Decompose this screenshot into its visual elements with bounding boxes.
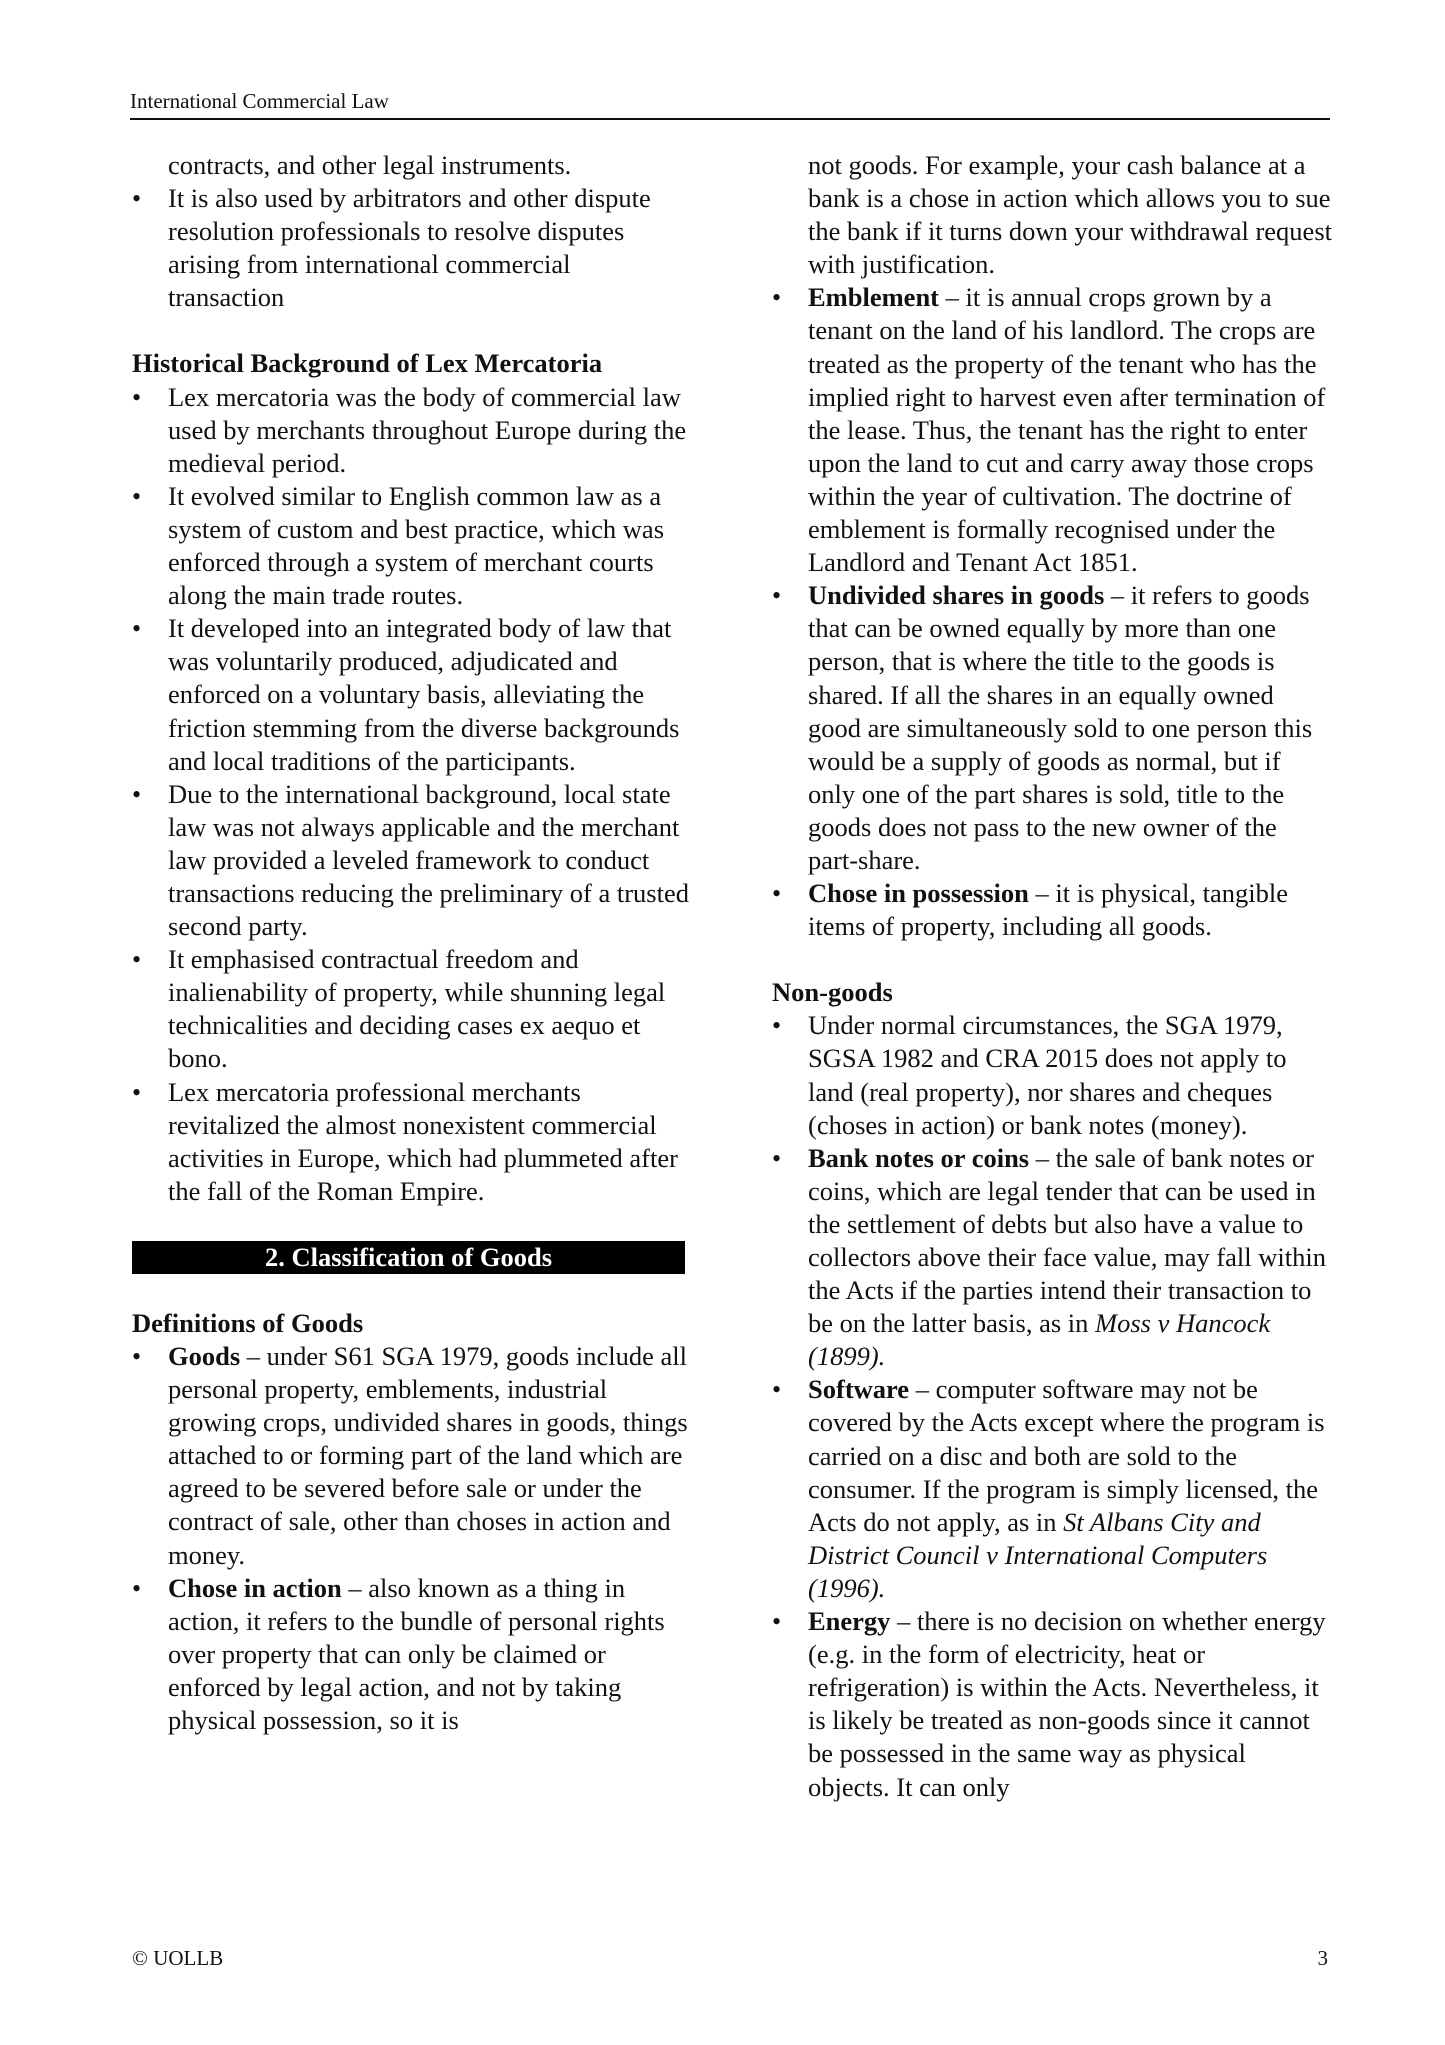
case-citation: Moss v Hancock (1899). [808, 1308, 1271, 1372]
continuation-text: not goods. For example, your cash balance at a bank is a chose in action which allows you to sue the bank if it turns down your withdrawal request with justification. [808, 150, 1332, 280]
page-number: 3 [1317, 1946, 1328, 1970]
nongoods-list [772, 1009, 1332, 1803]
term: Undivided shares in goods [808, 580, 1105, 611]
definition: – under S61 SGA 1979, goods include all personal property, emblements, industrial growing crops, undivided shares in goods, things attached to or forming part of the land which are agreed to be severed before sale or under the contract of sale, other than choses in action and money. [168, 1341, 688, 1570]
definitions-list-continued [772, 281, 1332, 943]
left-column [132, 149, 692, 1737]
list-item: • It is also used by arbitrators and other dispute resolution professionals to resolve disputes arising from international commercial transaction [132, 182, 692, 314]
term: Chose in action [168, 1572, 342, 1603]
definition: – also known as a thing in action, it refers to the bundle of personal rights over property that can only be claimed or enforced by legal action, and not by taking physical possession, so it is [168, 1572, 665, 1736]
list-item [772, 1142, 1332, 1374]
case-citation: St Albans City and District Council v International Computers (1996). [808, 1506, 1268, 1603]
right-column [772, 149, 1332, 1804]
list-item: • Under normal circumstances, the SGA 1979, SGSA 1982 and CRA 2015 does not apply to land (real property), nor shares and cheques (choses in action) or bank notes (money). [772, 1009, 1332, 1141]
definitions-list [132, 1340, 692, 1737]
continuation-text: contracts, and other legal instruments. [168, 150, 572, 180]
definition: – computer software may not be covered by the Acts except where the program is carried on a disc and both are sold to the consumer. If the program is simply licensed, the Acts do not apply, as in [808, 1374, 1325, 1537]
historical-list [132, 381, 692, 1208]
list-item [132, 1572, 692, 1737]
term: Goods [168, 1341, 241, 1371]
list-item [132, 1340, 692, 1572]
list-item [772, 281, 1332, 579]
list-item: • It evolved similar to English common law as a system of custom and best practice, which was enforced through a system of merchant courts along the main trade routes. [132, 480, 692, 612]
page-footer [132, 1945, 1328, 1971]
page-header [130, 88, 1330, 120]
term: Chose in possession [808, 878, 1029, 909]
term: Bank notes or coins [808, 1142, 1030, 1173]
list-item: • Lex mercatoria professional merchants revitalized the almost nonexistent commercial activities in Europe, which had plummeted after the fall of the Roman Empire. [132, 1076, 692, 1208]
document-title: International Commercial Law [130, 89, 389, 113]
term: Software [808, 1374, 910, 1405]
definition: – the sale of bank notes or coins, which are legal tender that can be used in the settlement of debts but also have a value to collectors above their face value, may fall within the Acts if the parties intend their transaction to be on the latter basis, as in [808, 1142, 1327, 1339]
definition: – it refers to goods that can be owned equally by more than one person, that is where the title to the goods is shared. If all the shares in an equally owned good are simultaneously sold to one person this would be a supply of goods as normal, but if only one of the part shares is sold, title to the goods does not pass to the new owner of the part-share. [808, 580, 1313, 875]
definition: – it is physical, tangible items of property, including all goods. [808, 878, 1288, 942]
intro-list [132, 182, 692, 314]
section-heading: Definitions of Goods [132, 1307, 364, 1338]
term: Emblement [808, 282, 940, 313]
section-heading: Historical Background of Lex Mercatoria [132, 348, 603, 379]
term: Energy [808, 1606, 891, 1637]
list-item [772, 877, 1332, 943]
list-item [772, 1605, 1332, 1804]
list-item [772, 579, 1332, 877]
copyright: © UOLLB [132, 1946, 224, 1970]
list-item: • It emphasised contractual freedom and inalienability of property, while shunning legal technicalities and deciding cases ex aequo et bono. [132, 943, 692, 1075]
definition: – it is annual crops grown by a tenant on the land of his landlord. The crops are treated as the property of the tenant who has the implied right to harvest even after termination of the lease. Thus, the tenant has the right to enter upon the land to cut and carry away those crops within the year of cultivation. The doctrine of emblement is formally recognised under the Landlord and Tenant Act 1851. [808, 282, 1326, 578]
list-item: • It developed into an integrated body of law that was voluntarily produced, adjudicated and enforced on a voluntary basis, alleviating the friction stemming from the diverse backgrounds and local traditions of the participants. [132, 612, 692, 777]
list-item [772, 1373, 1332, 1605]
section-title-bar: 2. Classification of Goods [132, 1241, 685, 1274]
definition: – there is no decision on whether energy (e.g. in the form of electricity, heat or refrigeration) is within the Acts. Nevertheless, it is likely be treated as non-goods since it cannot be possessed in the same way as physical objects. It can only [808, 1606, 1326, 1802]
section-heading: Non-goods [772, 977, 893, 1008]
list-item: • Lex mercatoria was the body of commercial law used by merchants throughout Europe during the medieval period. [132, 381, 692, 480]
list-item: • Due to the international background, local state law was not always applicable and the merchant law provided a leveled framework to conduct transactions reducing the preliminary of a trusted second party. [132, 778, 692, 943]
